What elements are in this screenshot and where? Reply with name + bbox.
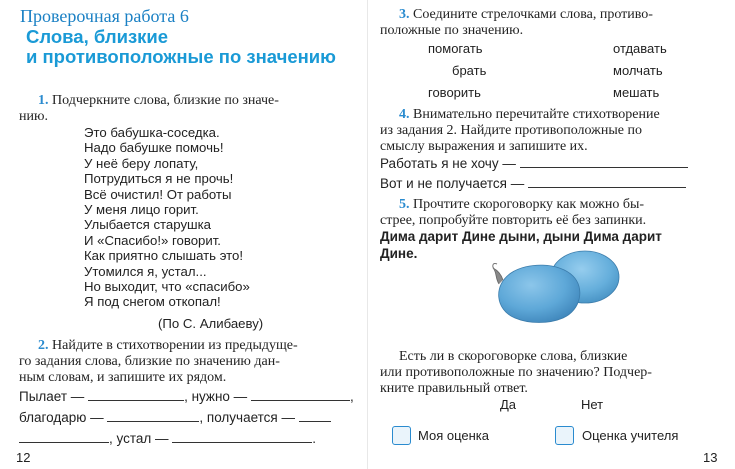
task4-row1: Работать я не хочу —	[380, 156, 688, 171]
tongue-twister-line2: Дине.	[380, 246, 418, 261]
self-assessment-checkbox[interactable]	[392, 426, 411, 445]
tongue-twister-line1: Дима дарит Дине дыни, дыни Дима дарит	[380, 229, 662, 244]
task4-instruction-cont2: смыслу выражения и запишите их.	[380, 139, 588, 154]
poem-attribution: (По С. Алибаеву)	[158, 316, 264, 331]
task1-number: 1.	[38, 93, 49, 108]
poem-line: Всё очистил! От работы	[84, 186, 232, 202]
task2-instruction-cont: го задания слова, близкие по значению дан-	[19, 354, 280, 369]
task5-instruction: 5. Прочтите скороговорку как можно бы-	[399, 197, 645, 212]
melon-front	[499, 265, 580, 322]
word-right[interactable]: отдавать	[613, 41, 667, 56]
poem	[84, 125, 250, 310]
poem-line: У меня лицо горит.	[84, 202, 199, 218]
answer-no[interactable]: Нет	[581, 397, 604, 412]
answer-yes[interactable]: Да	[500, 397, 517, 412]
poem-line: Потрудиться я не прочь!	[84, 171, 234, 187]
task5-question-line1: Есть ли в скороговорке слова, близкие	[399, 349, 628, 364]
answer-line[interactable]	[520, 167, 688, 168]
word-left[interactable]: брать	[452, 63, 487, 78]
word-right[interactable]: молчать	[613, 63, 663, 78]
poem-line: Улыбается старушка	[84, 217, 212, 233]
task5-question-line2: или противоположные по значению? Подчер-	[380, 365, 652, 380]
task5-question-line3: кните правильный ответ.	[380, 381, 528, 396]
task2-instruction: 2. Найдите в стихотворении из предыдуще-	[38, 338, 298, 353]
answer-line[interactable]	[88, 400, 184, 401]
task2-row1: Пылает — , нужно — ,	[19, 389, 354, 404]
task1-instruction: 1. Подчеркните слова, близкие по значе-	[38, 93, 279, 108]
task2-number: 2.	[38, 338, 49, 353]
poem-line: Это бабушка-соседка.	[84, 125, 220, 140]
topic-title-line1: Слова, близкие	[26, 26, 169, 47]
task4-row2: Вот и не получается —	[380, 176, 686, 191]
page-number-right: 13	[703, 450, 718, 465]
answer-line[interactable]	[107, 421, 199, 422]
task3-number: 3.	[399, 7, 410, 22]
task5-instruction-cont: стрее, попробуйте повторить её без запинки.	[380, 213, 647, 228]
page-number-left: 12	[16, 450, 31, 465]
teacher-assessment-label: Оценка учителя	[582, 428, 679, 443]
word-right[interactable]: мешать	[613, 85, 660, 100]
answer-line[interactable]	[172, 442, 312, 443]
work-title: Проверочная работа 6	[20, 6, 189, 26]
task2-row2: благодарю — , получается —	[19, 410, 331, 425]
answer-line[interactable]	[251, 400, 350, 401]
task4-instruction-cont: из задания 2. Найдите противоположные по	[380, 123, 642, 138]
page-divider	[367, 0, 368, 469]
poem-line: Как приятно слышать это!	[84, 248, 244, 264]
task3-instruction: 3. Соедините стрелочками слова, противо-	[399, 7, 653, 22]
topic-title-line2: и противоположные по значению	[26, 46, 336, 67]
task5-number: 5.	[399, 197, 410, 212]
task2-instruction-cont2: ным словам, и запишите их рядом.	[19, 370, 227, 385]
answer-line[interactable]	[299, 421, 331, 422]
self-assessment-label: Моя оценка	[418, 428, 489, 443]
answer-line[interactable]	[19, 442, 109, 443]
poem-line: У неё беру лопату,	[84, 155, 199, 171]
task4-instruction: 4. Внимательно перечитайте стихотворение	[399, 107, 660, 122]
poem-line: Я под снегом откопал!	[84, 294, 221, 310]
task3-instruction-cont: положные по значению.	[380, 23, 524, 38]
word-left[interactable]: говорить	[428, 85, 481, 100]
poem-line: Но выходит, что «спасибо»	[84, 279, 250, 295]
task2-row3: , устал — .	[19, 431, 316, 446]
poem-line: Утомился я, устал...	[84, 263, 207, 279]
word-left[interactable]: помогать	[428, 41, 483, 56]
answer-line[interactable]	[528, 187, 686, 188]
teacher-assessment-checkbox[interactable]	[555, 426, 574, 445]
poem-line: И «Спасибо!» говорит.	[84, 232, 221, 248]
task4-number: 4.	[399, 107, 410, 122]
melons-illustration	[485, 240, 625, 325]
poem-line: Надо бабушке помочь!	[84, 140, 224, 156]
melon-stem	[493, 268, 503, 284]
task1-instruction-cont: нию.	[19, 109, 48, 124]
